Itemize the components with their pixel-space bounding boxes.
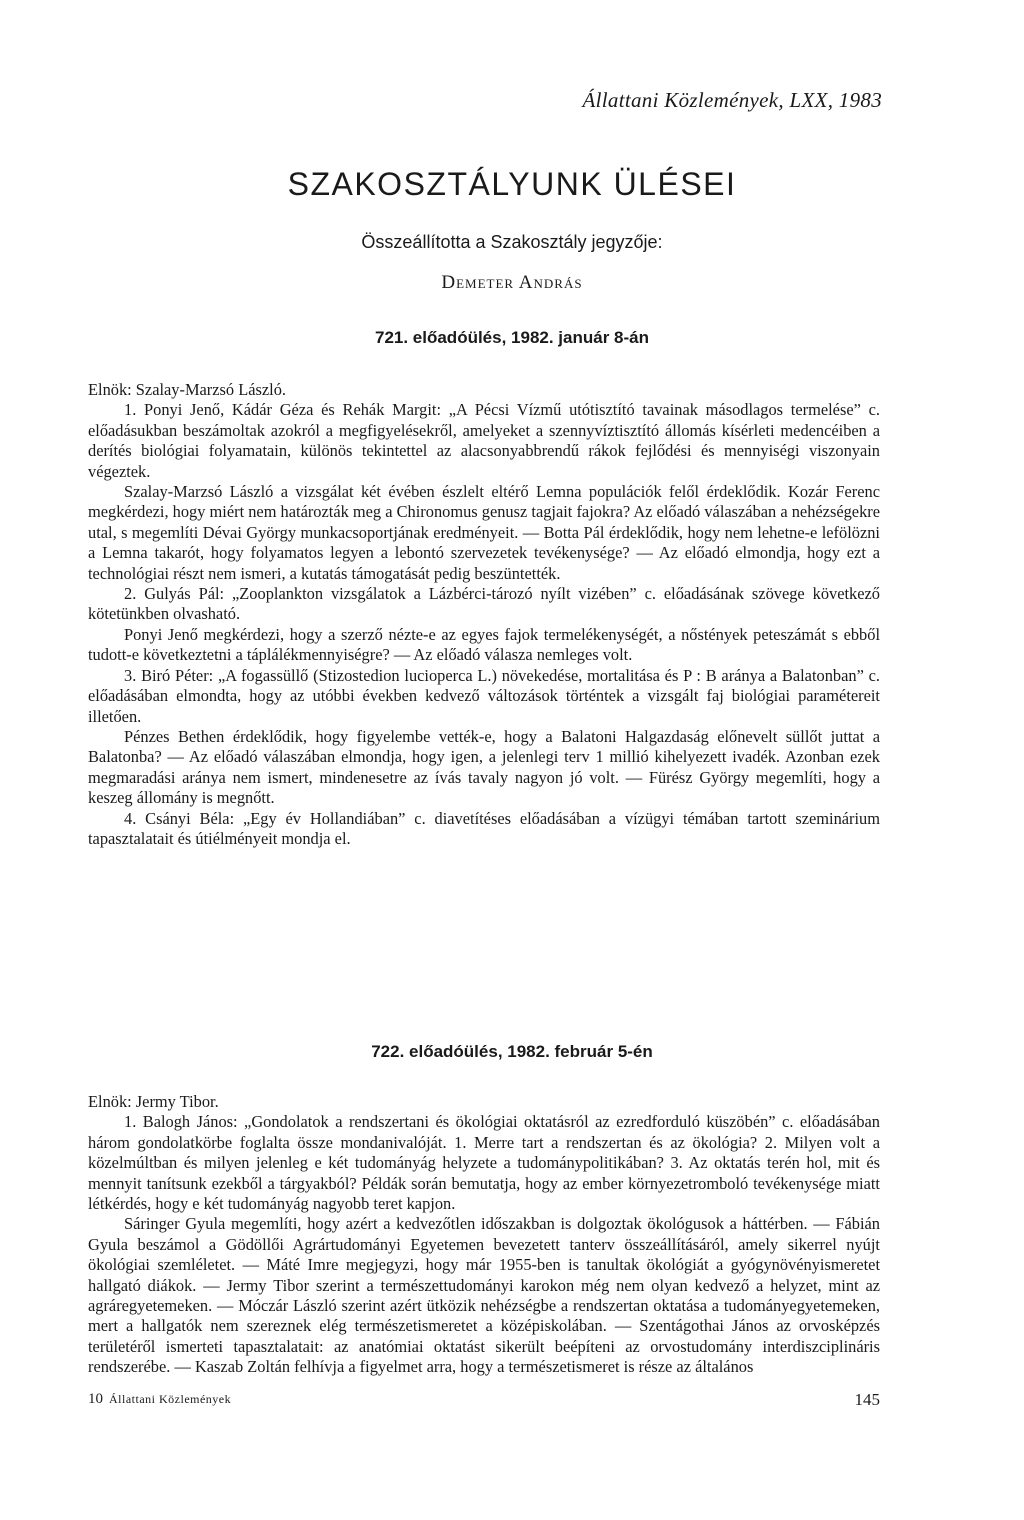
article-title: SZAKOSZTÁLYUNK ÜLÉSEI	[287, 166, 737, 202]
session-heading-721: 721. előadóülés, 1982. január 8-án	[374, 328, 650, 347]
discussion-paragraph: Szalay-Marzsó László a vizsgálat két évében észlelt eltérő Lemna populációk felől érdeklődik. Kozár Ferenc megkérdezi, hogy miért nem határozták meg a Chironomus genusz tagjait fajokra? Az előadó válaszában a nehézségekre utal, s megemlíti Dévai György munkacsoportjának eredményeit. — Botta Pál érdeklődik, hogy nem lehetne-e lefölözni a Lemna takarót, hogy folyamatos legyen a lebontó szervezetek tevékenysége? — Az előadó elmondja, hogy ezt a technológiai részt nem ismeri, a kutatás támogatását pedig beszüntették.	[88, 482, 880, 583]
signature-title: Állattani Közlemények	[109, 1392, 232, 1406]
session-chair: Elnök: Jermy Tibor.	[88, 1092, 219, 1111]
session-722-text	[88, 1092, 880, 1378]
discussion-paragraph: Ponyi Jenő megkérdezi, hogy a szerző nézte-e az egyes fajok termelékenységét, a nőstények peteszámát s ebből tudott-e következtetni a táplálékmennyiségre? — Az előadó válasza nemleges volt.	[88, 624, 880, 665]
editor-name: Demeter András	[441, 272, 583, 293]
session-721-text	[88, 380, 880, 849]
discussion-paragraph: Pénzes Bethen érdeklődik, hogy figyelembe vették-e, hogy a Balatoni Halgazdaság előnevelt süllőt juttat a Balatonba? — Az előadó válaszában elmondja, hogy igen, a jelenlegi terv 1 millió kihelyezett ivadék. Azonban ezek megmaradási aránya nem ismert, mindenesetre az ívás tavaly nagyon jó volt. — Fürész György megemlíti, hogy a keszeg állomány is megnőtt.	[88, 726, 880, 808]
session-heading-722: 722. előadóülés, 1982. február 5-én	[371, 1042, 653, 1061]
compiled-by-line: Összeállította a Szakosztály jegyzője:	[361, 232, 663, 252]
lecture-paragraph: 3. Biró Péter: „A fogassüllő (Stizostedion lucioperca L.) növekedése, mortalitása és P : B aránya a Balatonban” c. előadásában elmondta, hogy az utóbbi években kedvező változások történtek a vizsgált faj biológiai paramétereit illetően.	[88, 665, 880, 726]
signature-number: 10	[88, 1391, 103, 1407]
lecture-paragraph: 1. Ponyi Jenő, Kádár Géza és Rehák Margit: „A Pécsi Vízmű utótisztító tavainak másodlagos termelése” c. előadásukban beszámoltak azokról a megfigyelésekről, amelyeket a szennyvíztisztító állomás kísérleti medencéiben a derítés biológiai folyamatain, különös tekintettel az alacsonyabbrendű rákok fejlődési és mennyiségi viszonyain végeztek.	[88, 400, 880, 481]
running-head: Állattani Közlemények, LXX, 1983	[582, 88, 882, 112]
lecture-paragraph: 1. Balogh János: „Gondolatok a rendszertani és ökológiai oktatásról az ezredforduló küszöbén” c. előadásában három gondolatkörbe foglalta össze mondanivalóját. 1. Merre tart a rendszertan és az ökológia? 2. Milyen volt a közelmúltban és milyen jelenleg e két tudományág helyzete a tudománypolitikában? 3. Az oktatás terén hol, mit és mennyit tanítsunk ezekből a tárgyakból? Példák során bemutatja, hogy az ember környezetromboló tevékenysége miatt létkérdés, hogy e két tudományág nagyobb teret kapjon.	[88, 1112, 880, 1214]
session-chair: Elnök: Szalay-Marzsó László.	[88, 380, 286, 399]
page-number: 145	[854, 1390, 880, 1409]
footer-signature	[88, 1391, 231, 1408]
lecture-paragraph: 2. Gulyás Pál: „Zooplankton vizsgálatok a Lázbérci-tározó nyílt vizében” c. előadásának szövege következő kötetünkben olvasható.	[88, 584, 880, 624]
discussion-paragraph: Sáringer Gyula megemlíti, hogy azért a kedvezőtlen időszakban is dolgoztak ökológusok a háttérben. — Fábián Gyula beszámol a Gödöllői Agrártudományi Egyetemen bevezetett tanterv összeállításáról, amely sikerrel nyújt ökológiai szemléletet. — Máté Imre megjegyzi, hogy már 1955-ben is tanultak ökológiát a gyógynövényismeretet hallgató diákok. — Jermy Tibor szerint a természettudományi karokon még nem olyan kedvező a helyzet, mint az agráregyetemeken. — Móczár László szerint azért ütközik nehézségbe a rendszertan oktatása a tudományegyetemeken, mert a hallgatók nem szereznek elég természetismeretet a középiskolában. — Szentágothai János az orvosképzés területéről ismerteti tapasztalatait: az anatómiai oktatást sikerült beépíteni az orvostudomány interdiszciplináris rendszerébe. — Kaszab Zoltán felhívja a figyelmet arra, hogy a természetismeret is része az általános	[88, 1214, 880, 1377]
lecture-paragraph: 4. Csányi Béla: „Egy év Hollandiában” c. diavetítéses előadásában a vízügyi témában tartott szeminárium tapasztalatait és útiélményeit mondja el.	[88, 808, 880, 848]
